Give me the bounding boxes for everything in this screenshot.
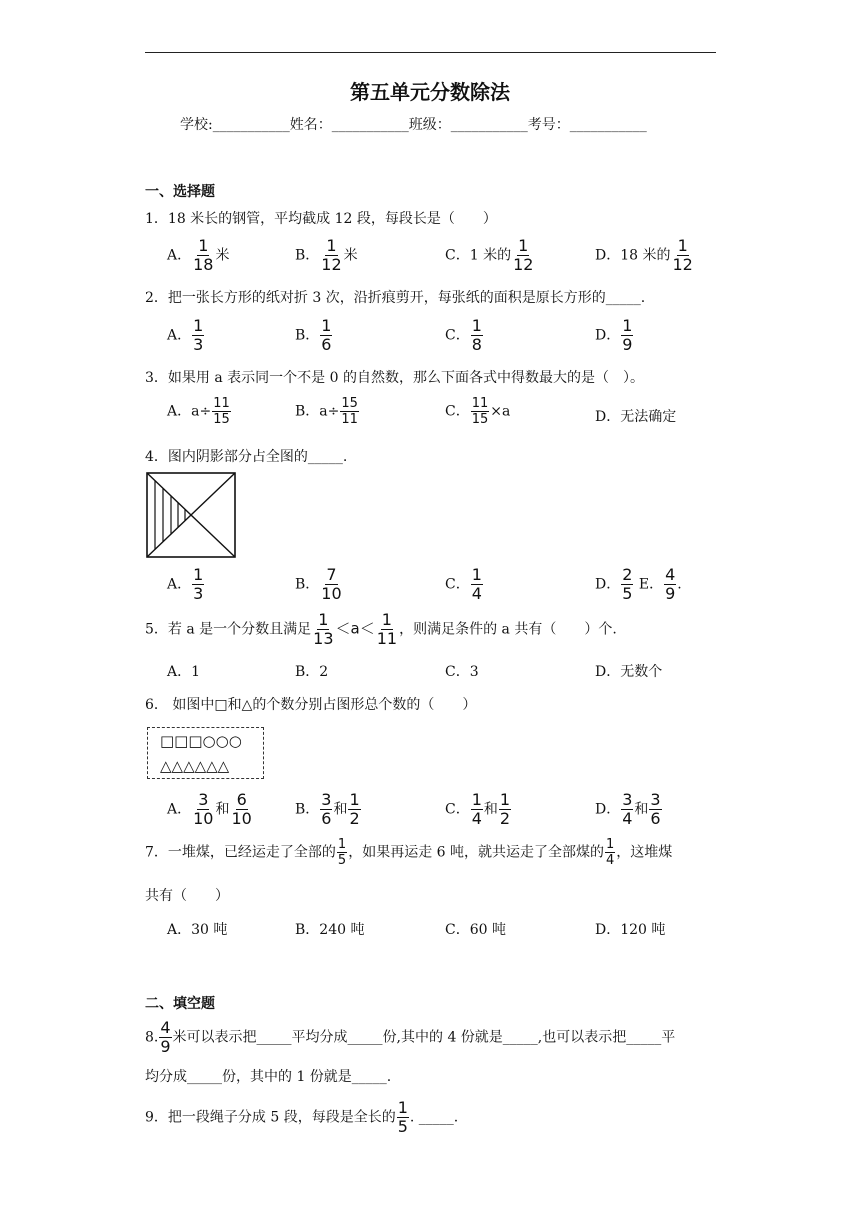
fraction: $\frac{1}{8}$ [471,316,482,354]
q4-option-c: C． $\frac{1}{4}$ [445,565,482,603]
fraction: $\frac{4}{9}$ [160,1018,171,1056]
question-5-stem: 5．若 a 是一个分数且满足 $\frac{1}{13}$ ＜a＜ $\frac{1}{11}$ ，则满足条件的 a 共有（ ）个. [145,610,617,648]
section-heading-fill: 二、填空题 [145,996,215,1012]
fraction: $\frac{6}{10}$ [231,790,252,828]
question-9-stem: 9．把一段绳子分成 5 段，每段是全长的 $\frac{1}{5}$ . _____. [145,1098,459,1136]
q1-option-c: C．1 米的 $\frac{1}{12}$ [445,236,534,274]
fraction: $\frac{1}{12}$ [321,236,342,274]
shapes-row-squares-circles: □□□○○○ [160,732,242,750]
fraction: $\frac{1}{4}$ [606,837,615,868]
fraction: $\frac{1}{12}$ [513,236,534,274]
question-8-line1: 8. $\frac{4}{9}$ 米可以表示把_____平均分成_____份,其中的 4 份就是_____,也可以表示把_____平 [145,1018,676,1056]
section-heading-choice: 一、选择题 [145,184,215,200]
q3-option-d: D．无法确定 [595,409,677,425]
fraction: $\frac{3}{6}$ [650,790,661,828]
question-1-stem: 1．18 米长的钢管，平均截成 12 段，每段长是（ ） [145,211,497,227]
q1-option-a: A． $\frac{1}{18}$ 米 [167,236,230,274]
fraction: $\frac{1}{3}$ [193,565,204,603]
q6-option-a: A． $\frac{3}{10}$ 和 $\frac{6}{10}$ [167,790,252,828]
student-info-line: 学校:___________姓名：___________班级：___________考号：___________ [180,117,647,133]
fraction: $\frac{1}{13}$ [313,610,334,648]
q2-option-b: B． $\frac{1}{6}$ [295,316,332,354]
fraction: $\frac{1}{3}$ [193,316,204,354]
shaded-square-figure [145,471,237,559]
fraction: $\frac{3}{4}$ [622,790,633,828]
question-4-stem: 4．图内阴影部分占全图的_____. [145,449,348,465]
q2-option-d: D． $\frac{1}{9}$ [595,316,633,354]
fraction: $\frac{1}{11}$ [376,610,398,648]
fraction: $\frac{4}{9}$ [665,565,676,603]
fraction: $\frac{1}{4}$ [471,790,482,828]
q7-option-a: A．30 吨 [167,922,228,938]
question-7-stem: 7．一堆煤，已经运走了全部的 $\frac{1}{5}$ ，如果再运走 6 吨，就共运走了全部煤的 $\frac{1}{4}$ ，这堆煤 [145,837,673,868]
q4-option-d-e: D． $\frac{2}{5}$ E． $\frac{4}{9}$ . [595,565,682,603]
fraction: $\frac{1}{12}$ [672,236,693,274]
question-3-stem: 3．如果用 a 表示同一个不是 0 的自然数，那么下面各式中得数最大的是（ ）。 [145,370,644,386]
fraction: $\frac{1}{2}$ [349,790,360,828]
fraction: $\frac{1}{18}$ [193,236,214,274]
q7-option-c: C．60 吨 [445,922,506,938]
q2-option-c: C． $\frac{1}{8}$ [445,316,482,354]
q2-option-a: A． $\frac{1}{3}$ [167,316,204,354]
fraction: $\frac{7}{10}$ [321,565,342,603]
fraction: $\frac{11}{15}$ [471,396,489,427]
fraction: $\frac{1}{4}$ [471,565,482,603]
fraction: $\frac{11}{15}$ [213,396,230,427]
q1-option-d: D．18 米的 $\frac{1}{12}$ [595,236,693,274]
q3-option-b: B．a÷ $\frac{15}{11}$ [295,396,358,427]
fraction: $\frac{1}{5}$ [337,837,347,868]
fraction: $\frac{2}{5}$ [622,565,633,603]
shapes-row-triangles: △△△△△△ [160,757,230,775]
fraction: $\frac{3}{10}$ [193,790,214,828]
question-6-stem: 6． 如图中□和△的个数分别占图形总个数的（ ） [145,697,477,713]
q6-option-d: D． $\frac{3}{4}$ 和 $\frac{3}{6}$ [595,790,661,828]
q5-option-c: C．3 [445,664,479,680]
q4-option-b: B． $\frac{7}{10}$ [295,565,342,603]
fraction: $\frac{15}{11}$ [341,396,358,427]
fraction: $\frac{3}{6}$ [321,790,332,828]
q6-option-b: B． $\frac{3}{6}$ 和 $\frac{1}{2}$ [295,790,360,828]
fraction: $\frac{1}{6}$ [321,316,332,354]
q1-option-b: B． $\frac{1}{12}$ 米 [295,236,358,274]
fraction: $\frac{1}{9}$ [622,316,633,354]
q5-option-d: D．无数个 [595,664,663,680]
question-7-stem-line2: 共有（ ） [145,888,229,904]
q3-option-a: A．a÷ $\frac{11}{15}$ [167,396,230,427]
question-8-line2: 均分成_____份，其中的 1 份就是_____. [145,1069,392,1085]
q5-option-b: B．2 [295,664,329,680]
fraction: $\frac{1}{2}$ [499,790,511,828]
header-rule [145,52,716,53]
q6-option-c: C． $\frac{1}{4}$ 和 $\frac{1}{2}$ [445,790,511,828]
q4-option-a: A． $\frac{1}{3}$ [167,565,204,603]
q7-option-d: D．120 吨 [595,922,666,938]
page-title: 第五单元分数除法 [350,80,510,104]
q7-option-b: B．240 吨 [295,922,365,938]
fraction: $\frac{1}{5}$ [397,1098,408,1136]
question-2-stem: 2．把一张长方形的纸对折 3 次，沿折痕剪开，每张纸的面积是原长方形的_____. [145,290,646,306]
q5-option-a: A．1 [167,664,201,680]
q3-option-c: C． $\frac{11}{15}$ ×a [445,396,511,427]
